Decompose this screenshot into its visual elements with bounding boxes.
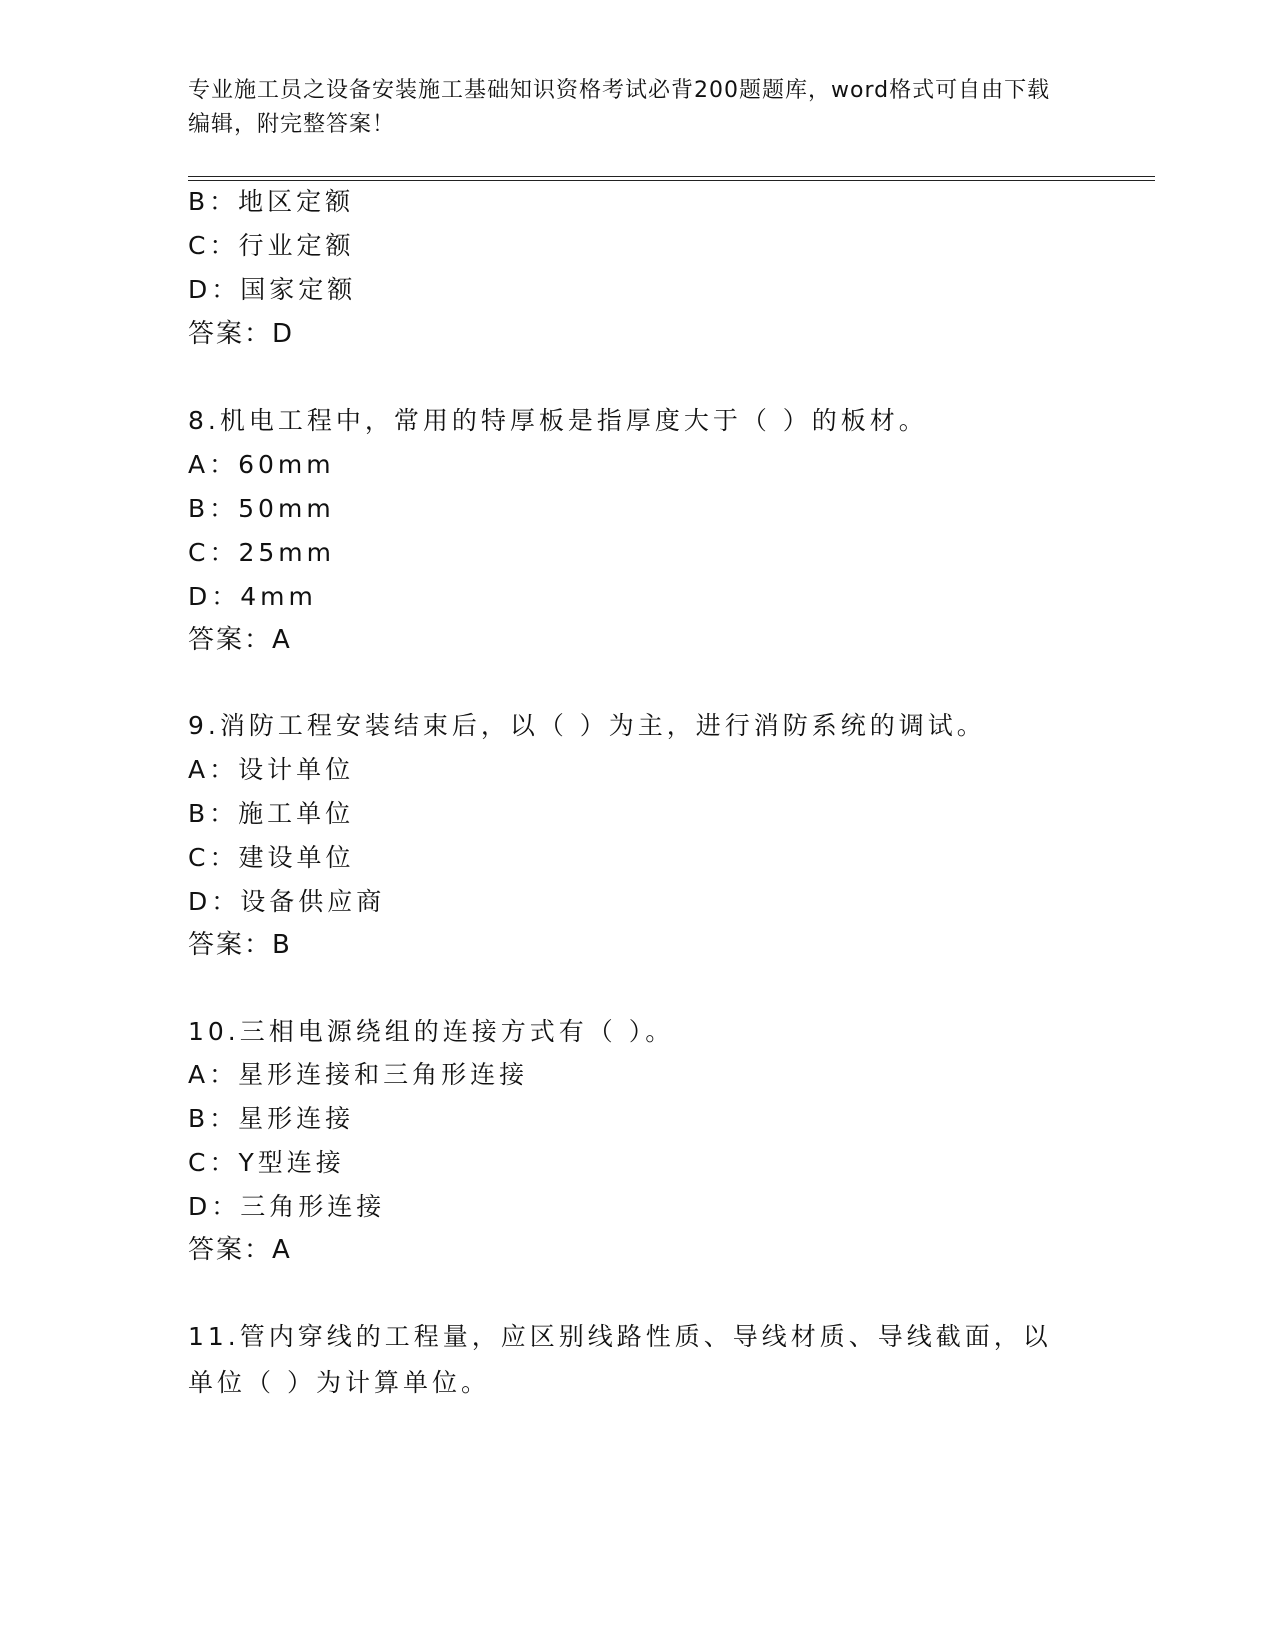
q10-option-a: A：星形连接和三角形连接 <box>188 1060 529 1089</box>
document-header: 专业施工员之设备安装施工基础知识资格考试必背200题题库，word格式可自由下载编辑，附完整答案！ <box>188 78 1051 137</box>
q9-option-d: D：设备供应商 <box>188 887 386 916</box>
q9-answer: 答案：B <box>188 930 292 960</box>
q10-option-c: C：Y型连接 <box>188 1148 345 1177</box>
q8-option-c: C：25mm <box>188 538 335 567</box>
q10-option-b: B：星形连接 <box>188 1104 355 1133</box>
q9-option-b: B：施工单位 <box>188 799 355 828</box>
q8-option-d: D：4mm <box>188 582 317 611</box>
q10-option-d: D：三角形连接 <box>188 1192 386 1221</box>
header-divider <box>188 176 1155 181</box>
q11-question: 11.管内穿线的工程量，应区别线路性质、导线材质、导线截面，以单位（ ）为计算单位。 <box>188 1322 1052 1397</box>
q9-question: 9.消防工程安装结束后，以（ ）为主，进行消防系统的调试。 <box>188 711 986 740</box>
q7-option-c: C：行业定额 <box>188 231 355 260</box>
q8-question: 8.机电工程中，常用的特厚板是指厚度大于（ ）的板材。 <box>188 406 928 435</box>
q7-answer: 答案：D <box>188 319 295 349</box>
q10-answer: 答案：A <box>188 1235 292 1265</box>
q9-option-c: C：建设单位 <box>188 843 355 872</box>
q7-option-d: D：国家定额 <box>188 275 357 304</box>
q8-option-a: A：60mm <box>188 450 335 479</box>
q8-answer: 答案：A <box>188 625 292 655</box>
q8-option-b: B：50mm <box>188 494 335 523</box>
q7-option-b: B：地区定额 <box>188 187 355 216</box>
q10-question: 10.三相电源绕组的连接方式有（ ）。 <box>188 1017 675 1046</box>
q9-option-a: A：设计单位 <box>188 755 355 784</box>
